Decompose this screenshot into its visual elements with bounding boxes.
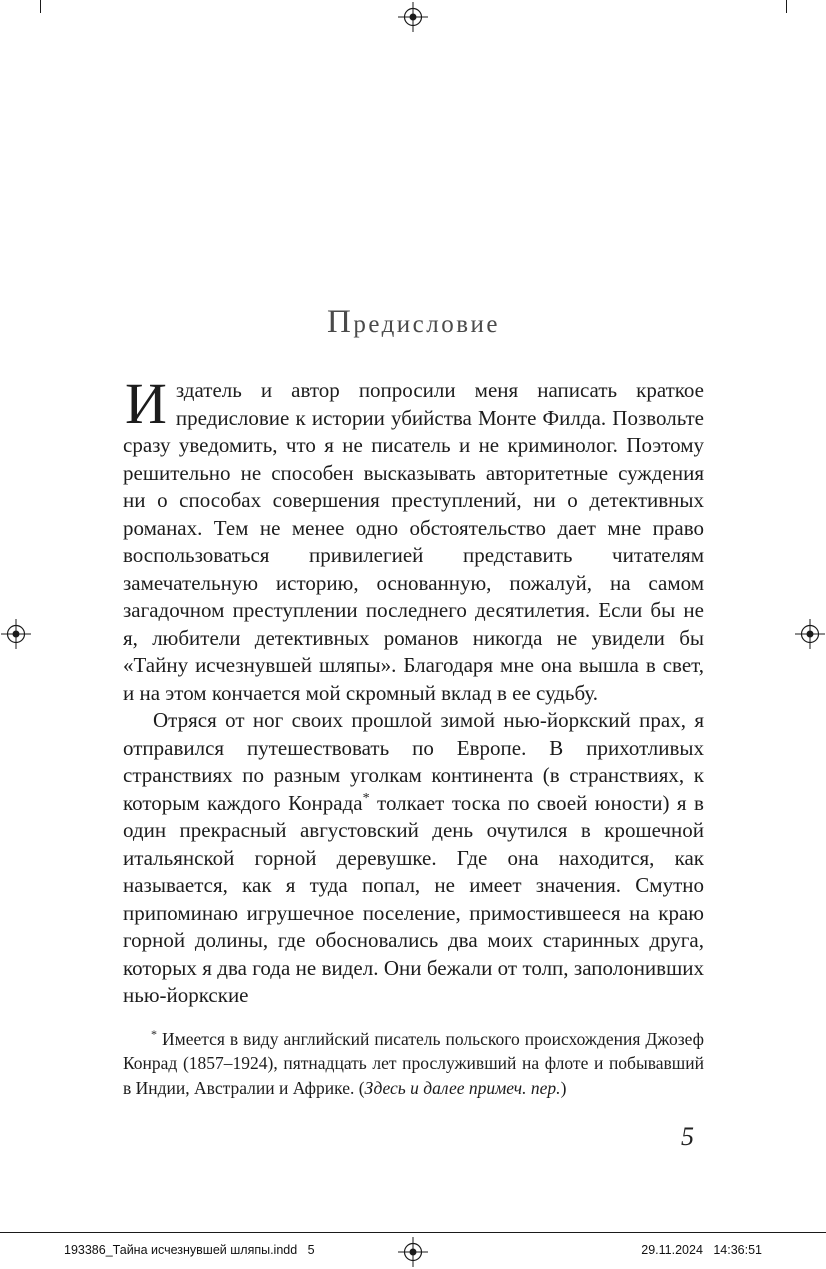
crop-mark-top-right-icon <box>786 0 787 13</box>
page-text-block <box>123 306 704 1152</box>
print-slug <box>64 1243 762 1257</box>
registration-mark-right-icon <box>795 619 825 649</box>
crop-mark-top-left-icon <box>40 0 41 13</box>
chapter-heading: Предисловие <box>326 304 501 340</box>
slug-divider <box>0 1232 826 1233</box>
registration-mark-left-icon <box>1 619 31 649</box>
footnote-translator-note: Здесь и далее примеч. пер. <box>364 1077 561 1098</box>
slug-datetime: 29.11.2024 14:36:51 <box>641 1243 762 1257</box>
footnote-text-end: ) <box>560 1077 567 1098</box>
footnote-marker: * <box>151 1026 157 1041</box>
footnote-text: Имеется в виду английский писатель польского происхождения Джозеф Конрад (1857–1924), пятнадцать лет прослуживший на флоте и побывавший в Индии, Австралии и Африке. ( <box>123 1028 704 1098</box>
page-number: 5 <box>681 1122 694 1151</box>
footnote-reference: * <box>362 790 370 806</box>
paragraph-2 <box>123 707 704 1010</box>
body-text <box>123 371 704 1010</box>
footnote <box>123 1027 704 1101</box>
paragraph-1 <box>123 371 704 707</box>
slug-filename: 193386_Тайна исчезнувшей шляпы.indd 5 <box>64 1243 315 1257</box>
paragraph-2-text-after-ref: толкает тоска по своей юности) я в один прекрасный августовский день очутился в крошечной итальянской горной деревушке. Где она находится, как называется, как я туда попал, не имеет значения. Смутно припоминаю игрушечное поселение, примостившееся на краю горной долины, где обосновались два моих старинных друга, которых я два года не видел. Они бежали от толп, заполонивших нью-йоркские <box>123 790 704 1007</box>
paragraph-2-text-before-ref: Отряся от ног своих прошлой зимой нью-йоркский прах, я отправился путешествовать по Европе. В прихотливых странствиях по разным уголкам континента (в странствиях, к которым каждого Конрада <box>123 708 704 815</box>
drop-cap: И <box>125 371 167 436</box>
paragraph-1-text: здатель и автор попросили меня написать краткое предисловие к истории убийства Монте Филда. Позвольте сразу уведомить, что я не писатель и не криминолог. Поэтому решительно не способен высказывать авторитетные суждения ни о способах совершения преступлений, ни о детективных романах. Тем не менее одно обстоятельство дает мне право воспользоваться привилегией представить читателям замечательную историю, основанную, пожалуй, на самом загадочном преступлении последнего десятилетия. Если бы не я, любители детективных романов никогда не увидели бы «Тайну исчезнувшей шляпы». Благодаря мне она вышла в свет, и на этом кончается мой скромный вклад в ее судьбу. <box>123 378 704 705</box>
registration-mark-top-icon <box>398 2 428 32</box>
